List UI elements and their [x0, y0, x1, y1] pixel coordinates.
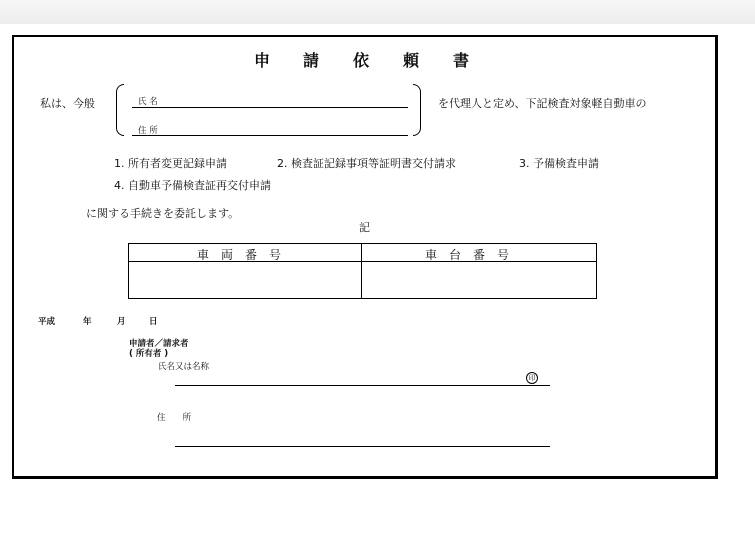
vehicle-number-cell: [131, 262, 359, 298]
applicant-address-line: [175, 446, 550, 447]
date-era: 平成: [38, 317, 56, 327]
option-2: 2. 検査証記録事項等証明書交付請求: [277, 157, 456, 170]
date-month: 月: [117, 317, 126, 327]
title-char-1: 申: [254, 51, 271, 70]
date-year: 年: [83, 317, 92, 327]
vehicle-table: [128, 243, 597, 299]
option-4: 4. 自動車予備検査証再交付申請: [114, 179, 271, 192]
option-1: 1. 所有者変更記録申請: [114, 157, 227, 170]
top-bar: [0, 0, 755, 24]
ki-label: 記: [359, 221, 370, 234]
date-day: 日: [149, 317, 158, 327]
name-label: 氏 名: [138, 97, 158, 107]
bracket-left: [116, 84, 124, 136]
applicant-address-label: 住 所: [157, 413, 192, 423]
title-char-5: 書: [453, 51, 470, 70]
bracket-right: [413, 84, 421, 136]
title-char-2: 請: [303, 51, 320, 70]
name-or-title-label: 氏名又は名称: [158, 362, 210, 372]
chassis-number-cell: [365, 262, 595, 298]
applicant-label: 申請者／請求者: [129, 339, 189, 349]
owner-label: ( 所有者 ): [129, 349, 169, 359]
document-title: [0, 48, 755, 72]
address-underline: [132, 135, 408, 136]
table-column-divider: [361, 244, 362, 298]
applicant-name-line: [175, 385, 550, 386]
intro-text: 私は、今般: [40, 97, 95, 110]
title-char-3: 依: [353, 51, 370, 70]
name-underline: [132, 107, 408, 108]
vehicle-number-header: 車 両 番 号: [197, 248, 282, 262]
option-3: 3. 予備検査申請: [519, 157, 599, 170]
title-char-4: 頼: [403, 51, 420, 70]
chassis-number-header: 車 台 番 号: [425, 248, 510, 262]
agent-text: を代理人と定め、下記検査対象軽自動車の: [438, 97, 647, 110]
consign-text: に関する手続きを委託します。: [86, 207, 240, 220]
seal-mark: 印: [526, 372, 538, 384]
address-label: 住 所: [138, 126, 158, 136]
